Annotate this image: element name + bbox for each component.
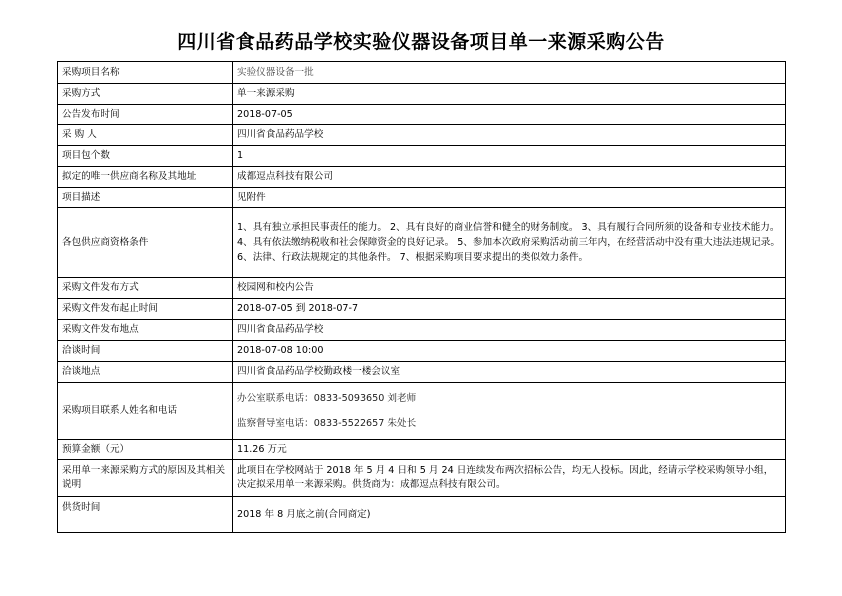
table-row [58,105,786,125]
row-value: 1 [233,146,786,167]
table-row [58,167,786,188]
row-label: 各包供应商资格条件 [58,208,233,278]
announcement-table [57,61,786,533]
row-value: 实验仪器设备一批 [233,62,786,84]
supervision-contact: 监察督导室电话：0833-5522657 朱处长 [237,417,417,429]
row-label: 采购文件发布起止时间 [58,299,233,320]
row-label: 采 购 人 [58,125,233,146]
row-label: 预算金额（元） [58,440,233,460]
row-label: 洽谈时间 [58,341,233,362]
row-label: 供货时间 [58,497,233,533]
table-row [58,299,786,320]
table-row [58,62,786,84]
row-value: 四川省食品药品学校 [233,320,786,341]
row-label: 采购项目名称 [58,62,233,84]
table-row [58,84,786,105]
table-row [58,497,786,533]
row-label: 项目包个数 [58,146,233,167]
row-value: 2018 年 8 月底之前(合同商定) [233,497,786,533]
row-value: 单一来源采购 [233,84,786,105]
table-row [58,278,786,299]
row-label: 采购项目联系人姓名和电话 [58,383,233,440]
table-row [58,320,786,341]
row-value: 成都逗点科技有限公司 [233,167,786,188]
table-row [58,208,786,278]
row-value: 四川省食品药品学校勤政楼一楼会议室 [233,362,786,383]
row-label: 拟定的唯一供应商名称及其地址 [58,167,233,188]
office-contact: 办公室联系电话：0833-5093650 刘老师 [237,392,417,404]
row-value: 四川省食品药品学校 [233,125,786,146]
row-label: 采购方式 [58,84,233,105]
row-value: 见附件 [233,188,786,208]
table-row [58,341,786,362]
table-row [58,146,786,167]
document-title: 四川省食品药品学校实验仪器设备项目单一来源采购公告 [177,31,665,53]
table-row [58,440,786,460]
row-value: 1、具有独立承担民事责任的能力。 2、具有良好的商业信誉和健全的财务制度。 3、具有履行合同所须的设备和专业技术能力。 4、具有依法缴纳税收和社会保障资金的良好记录。 5、参加本次政府采购活动前三年内，在经营活动中没有重大违法违规记录。 6、法律、行政法规规定的其他条件。 7、根据采购项目要求提出的类似效力条件。 [233,208,786,278]
row-value: 2018-07-05 到 2018-07-7 [233,299,786,320]
row-label: 公告发布时间 [58,105,233,125]
table-row [58,188,786,208]
row-label: 采用单一来源采购方式的原因及其相关说明 [58,460,233,497]
row-value: 2018-07-05 [233,105,786,125]
row-label: 洽谈地点 [58,362,233,383]
row-value: 此项目在学校网站于 2018 年 5 月 4 日和 5 月 24 日连续发布两次招标公告，均无人投标。因此，经请示学校采购领导小组，决定拟采用单一来源采购。供货商为：成都逗点科技有限公司。 [233,460,786,497]
table-row [58,125,786,146]
table-row [58,383,786,440]
contact-cell [233,383,786,440]
table-row [58,460,786,497]
row-value: 11.26 万元 [233,440,786,460]
row-label: 采购文件发布方式 [58,278,233,299]
row-value: 校园网和校内公告 [233,278,786,299]
row-label: 项目描述 [58,188,233,208]
row-label: 采购文件发布地点 [58,320,233,341]
row-value: 2018-07-08 10:00 [233,341,786,362]
table-row [58,362,786,383]
